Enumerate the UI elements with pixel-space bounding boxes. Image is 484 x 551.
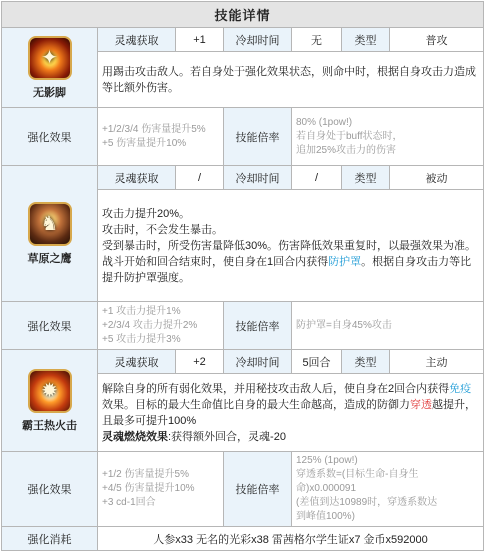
skill-icon-cell <box>2 350 98 452</box>
cooldown-label: 冷却时间 <box>224 166 292 190</box>
cooldown-value: / <box>292 166 342 190</box>
pierce-keyword: 穿透 <box>410 398 432 411</box>
shield-keyword: 防护罩 <box>328 255 362 268</box>
immune-keyword: 免疫 <box>449 382 472 395</box>
skill-description: 用踢击攻击敌人。若自身处于强化效果状态，则命中时，根据自身攻击力造成等比额外伤害。 <box>98 52 484 108</box>
type-value: 被动 <box>390 166 484 190</box>
soul-gain-value: +2 <box>176 350 224 374</box>
rate-label: 技能倍率 <box>224 452 292 527</box>
cooldown-label: 冷却时间 <box>224 350 292 374</box>
rate-label: 技能倍率 <box>224 302 292 350</box>
enhance-label: 强化效果 <box>2 108 98 166</box>
skill-rate: 125% (1pow!) 穿透系数=(目标生命-自身生 命)x0.000091 (差值到达10989时，穿透系数达 到峰值100%) <box>292 452 484 527</box>
soul-gain-value: / <box>176 166 224 190</box>
skill-table <box>1 1 484 551</box>
type-value: 普攻 <box>390 28 484 52</box>
kick-icon[interactable]: ✦ <box>28 36 72 80</box>
skill-description: 攻击力提升20%。 攻击时，不会发生暴击。 受到暴击时，所受伤害量降低30%。伤害降低效果重复时，以最强效果为准。 战斗开始和回合结束时，使自身在1回合内获得防护罩。根据自身攻击力等比提升防护罩强度。 <box>98 190 484 302</box>
soul-gain-value: +1 <box>176 28 224 52</box>
soul-gain-label: 灵魂获取 <box>98 166 176 190</box>
skill-rate: 80% (1pow!) 若自身处于buff状态时， 追加25%攻击力的伤害 <box>292 108 484 166</box>
cooldown-value: 5回合 <box>292 350 342 374</box>
type-label: 类型 <box>342 166 390 190</box>
soul-burn-label: 灵魂燃烧效果 <box>102 430 168 443</box>
enhance-label: 强化效果 <box>2 302 98 350</box>
enhance-effects: +1/2 伤害量提升5% +4/5 伤害量提升10% +3 cd-1回合 <box>98 452 224 527</box>
skill-rate: 防护罩=自身45%攻击 <box>292 302 484 350</box>
page-title: 技能详情 <box>2 2 484 28</box>
skill-icon-cell <box>2 166 98 302</box>
skill-description: 解除自身的所有弱化效果，并用秘技攻击敌人后，使自身在2回合内获得免疫效果。目标的最大生命值比自身的最大生命越高，造成的防御力穿透越提升，且最多可提升100% 灵魂燃烧效果:获得额外回合，灵魂-20 <box>98 374 484 452</box>
enhance-effects: +1 攻击力提升1% +2/3/4 攻击力提升2% +5 攻击力提升3% <box>98 302 224 350</box>
fire-strike-icon[interactable]: ✹ <box>28 369 72 413</box>
skill-name: 草原之鹰 <box>27 252 72 265</box>
upgrade-cost-value: 人参x33 无名的光彩x38 雷茜格尔学生证x7 金币x592000 <box>98 527 484 551</box>
eagle-warrior-icon[interactable]: ♞ <box>28 202 72 246</box>
type-label: 类型 <box>342 350 390 374</box>
skill-name: 无影脚 <box>33 86 66 99</box>
skill-icon-cell <box>2 28 98 108</box>
upgrade-cost-label: 强化消耗 <box>2 527 98 551</box>
rate-label: 技能倍率 <box>224 108 292 166</box>
skill-name: 霸王热火击 <box>22 419 77 432</box>
soul-gain-label: 灵魂获取 <box>98 350 176 374</box>
enhance-label: 强化效果 <box>2 452 98 527</box>
type-label: 类型 <box>342 28 390 52</box>
type-value: 主动 <box>390 350 484 374</box>
enhance-effects: +1/2/3/4 伤害量提升5% +5 伤害量提升10% <box>98 108 224 166</box>
cooldown-value: 无 <box>292 28 342 52</box>
soul-gain-label: 灵魂获取 <box>98 28 176 52</box>
cooldown-label: 冷却时间 <box>224 28 292 52</box>
